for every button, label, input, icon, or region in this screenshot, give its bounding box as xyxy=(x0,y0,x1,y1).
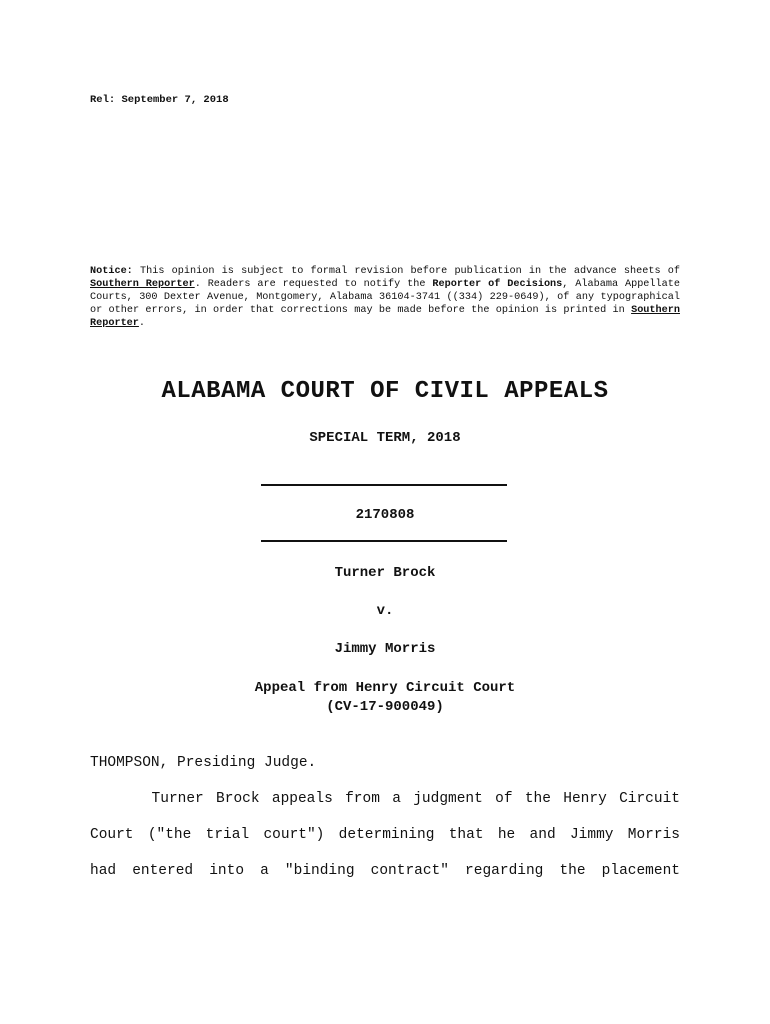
opinion-line-2: Court ("the trial court") determining that he and Jimmy Morris xyxy=(90,827,680,843)
notice-text-4: . xyxy=(138,318,146,329)
release-date: Rel: September 7, 2018 xyxy=(90,94,229,106)
notice-label: Notice: xyxy=(90,266,133,277)
divider-top xyxy=(261,484,507,486)
divider-bottom xyxy=(261,540,507,542)
opinion-line-3: had entered into a "binding contract" regarding the placement xyxy=(90,863,680,879)
court-term: SPECIAL TERM, 2018 xyxy=(309,430,461,446)
southern-reporter-ref-1: Southern Reporter xyxy=(90,279,195,290)
authoring-judge: THOMPSON, Presiding Judge. xyxy=(90,755,317,771)
notice-text-3: , Alabama Appellate Courts, 300 Dexter Avenue, Montgomery, Alabama 36104-3741 ((334) 229-0649), of any typographical or other errors, in order that corrections may be made before the opinion is printed in xyxy=(90,279,680,316)
docket-number: 2170808 xyxy=(355,507,415,523)
versus-label: v. xyxy=(376,603,394,619)
appeal-origin: Appeal from Henry Circuit Court xyxy=(254,680,516,696)
publication-notice xyxy=(90,265,680,330)
court-name: ALABAMA COURT OF CIVIL APPEALS xyxy=(161,378,609,405)
appellant-name: Turner Brock xyxy=(334,565,436,581)
notice-text-1: This opinion is subject to formal revision before publication in the advance sheets of xyxy=(132,266,680,277)
reporter-of-decisions: Reporter of Decisions xyxy=(432,279,563,290)
appellee-name: Jimmy Morris xyxy=(334,641,436,657)
notice-text-2: . Readers are requested to notify the xyxy=(194,279,433,290)
case-number: (CV-17-900049) xyxy=(326,699,444,715)
opinion-line-1: Turner Brock appeals from a judgment of the Henry Circuit xyxy=(90,791,680,807)
southern-reporter-ref-2: Southern Reporter xyxy=(90,305,680,329)
